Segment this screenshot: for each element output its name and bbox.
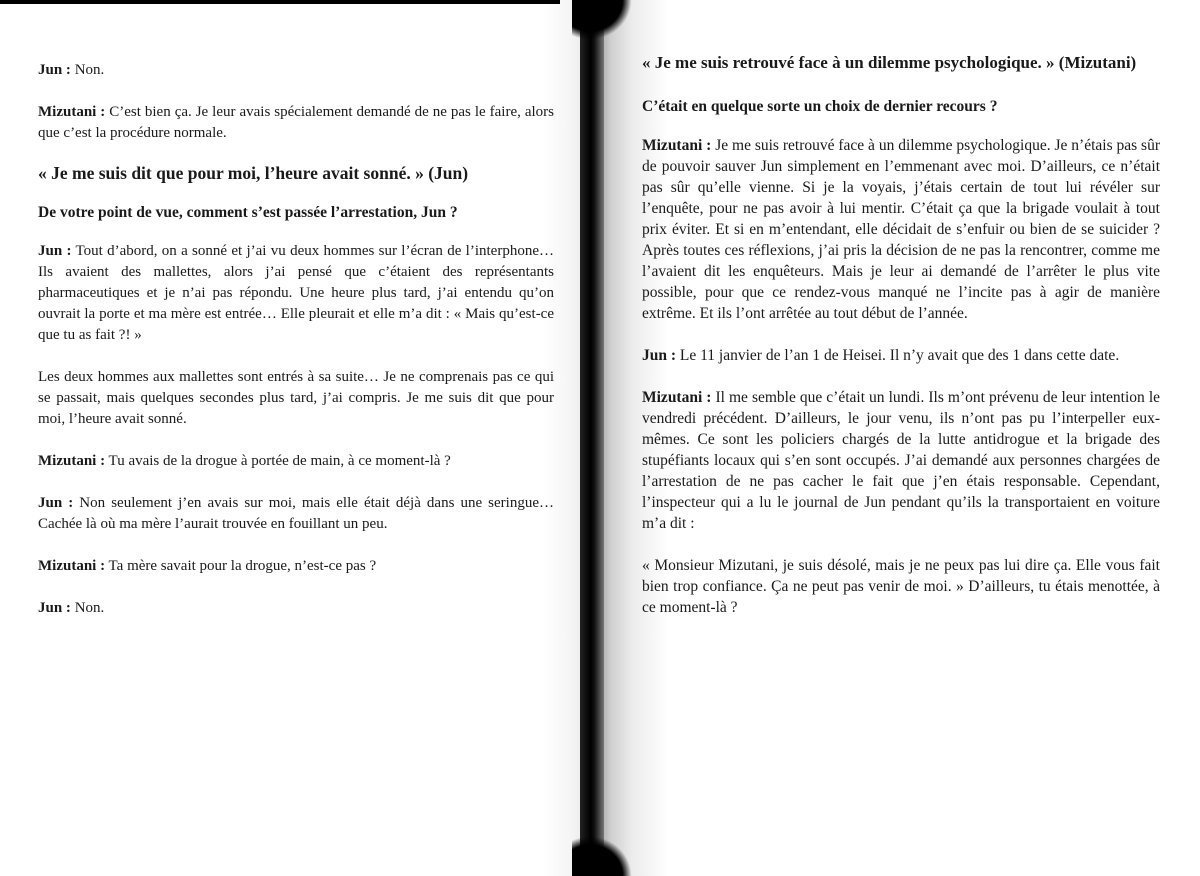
speaker-label: Jun : [38, 495, 74, 511]
gutter-bottom-shadow [572, 836, 632, 876]
dialogue-text: Je me suis retrouvé face à un dilemme psychologique. Je n’étais pas sûr de pouvoir sauver Jun simplement en l’emmenant avec moi. D’ailleurs, ce n’était pas sûr qu’elle vienne. Si je la voyais, j’étais certain de tout lui révéler sur l’enquête, pour ne pas avoir à lui mentir. C’était ça que la brigade voulait à tout prix éviter. Et si en m’entendant, elle décidait de s’enfuir ou bien de se suicider ? Après toutes ces réflexions, j’ai pris la décision de ne pas la rencontrer, comme me l’avaient dit les enquêteurs. Mais je leur ai demandé de l’arrêter le plus vite possible, pour que ce rendez-vous manqué ne l’incite pas à agir de manière extrême. Et ils l’ont arrêtée au tout début de l’année. [642, 137, 1160, 322]
dialogue-paragraph [38, 556, 554, 577]
speaker-label: Jun : [38, 62, 71, 78]
dialogue-paragraph [38, 598, 554, 619]
dialogue-paragraph [642, 345, 1160, 366]
interview-question: De votre point de vue, comment s’est passée l’arrestation, Jun ? [38, 204, 458, 221]
speaker-label: Mizutani : [38, 558, 106, 574]
dialogue-paragraph [38, 367, 554, 430]
dialogue-paragraph [38, 493, 554, 535]
dialogue-text: C’est bien ça. Je leur avais spécialement demandé de ne pas le faire, alors que c’est la procédure normale. [38, 104, 554, 141]
dialogue-text: Non. [70, 600, 105, 616]
dialogue-paragraph [38, 60, 554, 81]
dialogue-paragraph [38, 451, 554, 472]
dialogue-text: Il me semble que c’était un lundi. Ils m’ont prévenu de leur intention le vendredi précédent. D’ailleurs, le jour venu, ils n’ont pas pu l’interpeller eux-mêmes. Ce sont les policiers chargés de la lutte antidrogue et la brigade des stupéfiants locaux qui s’en sont occupés. J’ai demandé aux personnes chargées de l’arrestation de ne pas cacher le fait que j’en étais responsable. Cependant, l’inspecteur qui a lu le journal de Jun pendant qu’ils la transportaient en voiture m’a dit : [642, 389, 1161, 532]
dialogue-text: Ta mère savait pour la drogue, n’est-ce pas ? [105, 558, 377, 574]
book-gutter-shadow [580, 0, 604, 876]
speaker-label: Mizutani : [38, 104, 106, 120]
dialogue-text: Non seulement j’en avais sur moi, mais elle était déjà dans une seringue… Cachée là où ma mère l’aurait trouvée en fouillant un peu. [38, 495, 555, 532]
dialogue-text: Tout d’abord, on a sonné et j’ai vu deux hommes sur l’écran de l’interphone… Ils avaient des mallettes, alors j’ai pensé que c’étaient des représentants pharmaceutiques et je n’ai pas répondu. Une heure plus tard, j’ai entendu qu’on ouvrait la porte et ma mère est entrée… Elle pleurait et elle m’a dit : « Mais qu’est-ce que tu as fait ?! » [38, 243, 554, 343]
dialogue-text: Le 11 janvier de l’an 1 de Heisei. Il n’y avait que des 1 dans cette date. [676, 347, 1120, 364]
speaker-label: Mizutani : [38, 453, 106, 469]
speaker-label: Jun : [38, 600, 71, 616]
section-heading: « Je me suis dit que pour moi, l’heure avait sonné. » (Jun) [38, 163, 469, 183]
section-heading: « Je me suis retrouvé face à un dilemme psychologique. » (Mizutani) [642, 53, 1137, 72]
dialogue-paragraph [642, 135, 1160, 324]
gutter-top-shadow [572, 0, 632, 40]
dialogue-text: Non. [70, 62, 105, 78]
dialogue-paragraph [38, 102, 554, 144]
dialogue-text: « Monsieur Mizutani, je suis désolé, mais je ne peux pas lui dire ça. Elle vous fait bien trop confiance. Ça ne peut pas venir de moi. » D’ailleurs, tu étais menottée, à ce moment-là ? [642, 557, 1160, 616]
dialogue-paragraph [38, 241, 554, 346]
dialogue-text: Les deux hommes aux mallettes sont entrés à sa suite… Je ne comprenais pas ce qui se passait, mais quelques secondes plus tard, j’ai compris. Je me suis dit que pour moi, l’heure avait sonné. [38, 369, 554, 427]
speaker-label: Mizutani : [642, 389, 712, 406]
right-page [596, 0, 1200, 876]
speaker-label: Jun : [642, 347, 677, 364]
dialogue-paragraph [642, 387, 1160, 534]
left-page [0, 0, 590, 876]
speaker-label: Jun : [38, 243, 72, 259]
speaker-label: Mizutani : [642, 137, 712, 154]
interview-question: C’était en quelque sorte un choix de dernier recours ? [642, 98, 998, 115]
dialogue-paragraph [642, 555, 1160, 618]
dialogue-text: Tu avais de la drogue à portée de main, à ce moment-là ? [105, 453, 451, 469]
